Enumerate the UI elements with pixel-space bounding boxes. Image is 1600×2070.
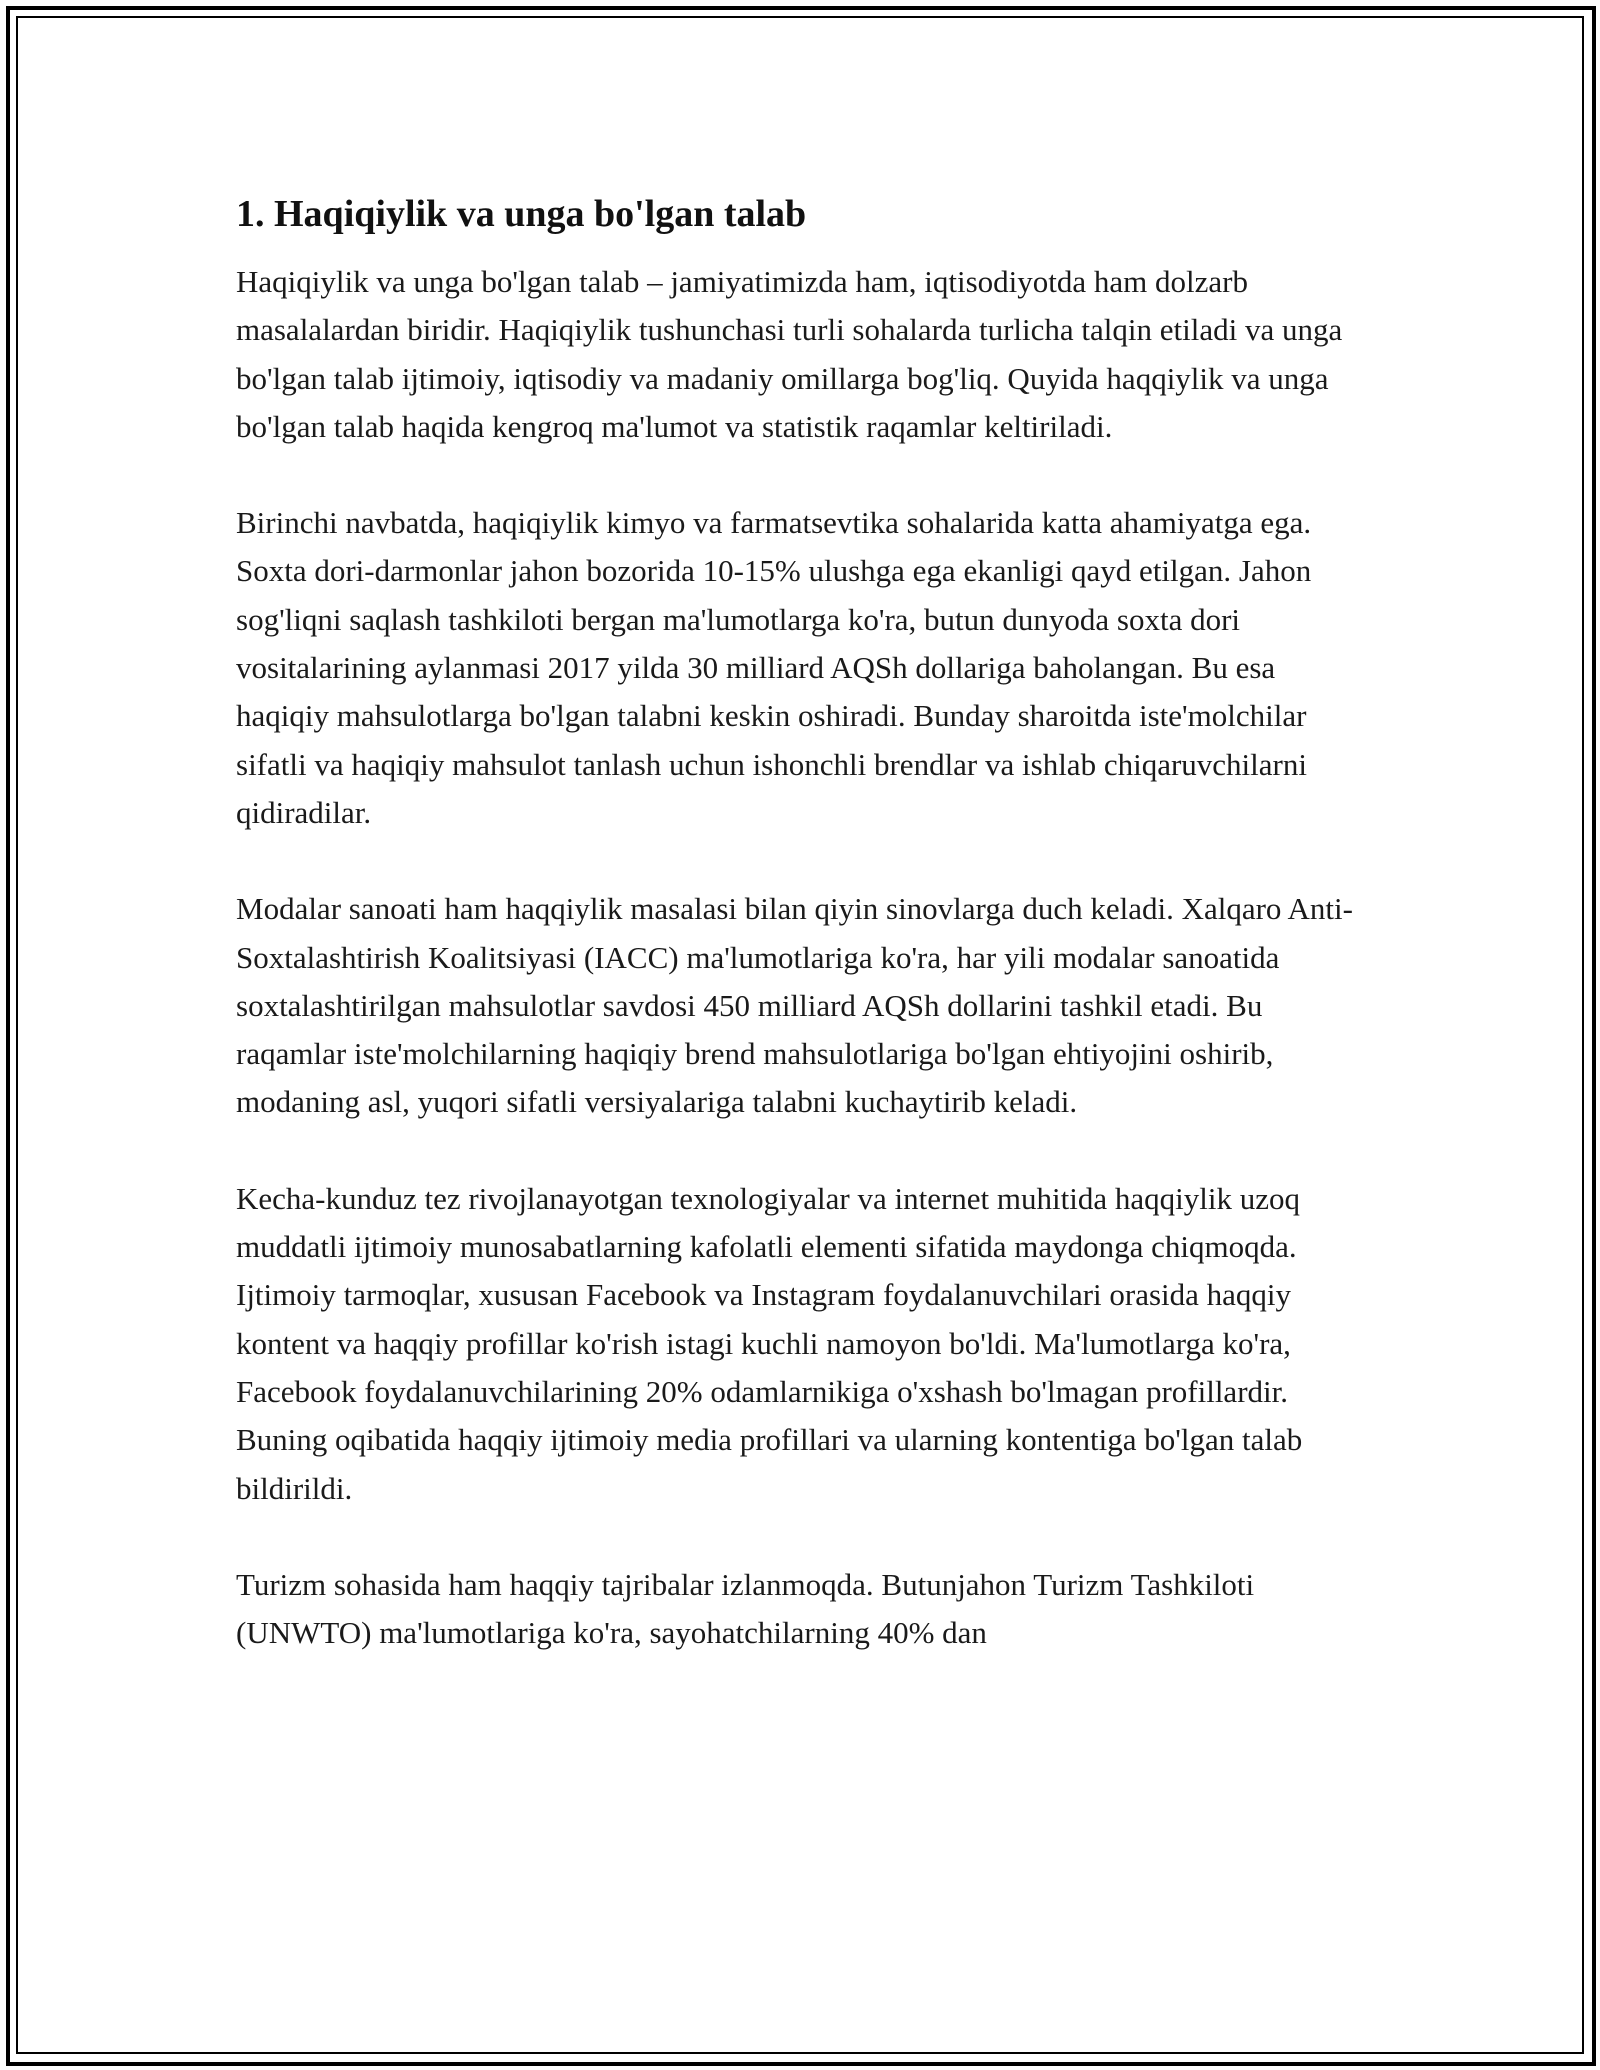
document-body xyxy=(236,188,1366,1705)
paragraph-tourism: Turizm sohasida ham haqqiy tajribalar izlanmoqda. Butunjahon Turizm Tashkiloti (UNWTO) ma'lumotlariga ko'ra, sayohatchilarning 40% dan xyxy=(236,1566,1255,1651)
paragraph-pharma: Birinchi navbatda, haqiqiylik kimyo va farmatsevtika sohalarida katta ahamiyatga ega. Soxta dori-darmonlar jahon bozorida 10-15% ulushga ega ekanligi qayd etilgan. Jahon sog'liqni saqlash tashkiloti bergan ma'lumotlarga ko'ra, butun dunyoda soxta dori vositalarining aylanmasi 2017 yilda 30 milliard AQSh dollariga baholangan. Bu esa haqiqiy mahsulotlarga bo'lgan talabni keskin oshiradi. Bunday sharoitda iste'molchilar sifatli va haqiqiy mahsulot tanlash uchun ishonchli brendlar va ishlab chiqaruvchilarni qidiradilar. xyxy=(236,505,1312,830)
paragraph-social-media: Kecha-kunduz tez rivojlanayotgan texnologiyalar va internet muhitida haqqiylik uzoq muddatli ijtimoiy munosabatlarning kafolatli elementi sifatida maydonga chiqmoqda. Ijtimoiy tarmoqlar, xususan Facebook va Instagram foydalanuvchilari orasida haqqiy kontent va haqqiy profillar ko'rish istagi kuchli namoyon bo'ldi. Ma'lumotlarga ko'ra, Facebook foydalanuvchilarining 20% odamlarnikiga o'xshash bo'lmagan profillardir. Buning oqibatida haqqiy ijtimoiy media profillari va ularning kontentiga bo'lgan talab bildirildi. xyxy=(236,1180,1303,1506)
section-heading: 1. Haqiqiylik va unga bo'lgan talab xyxy=(236,193,807,235)
paragraph-intro: Haqiqiylik va unga bo'lgan talab – jamiyatimizda ham, iqtisodiyotda ham dolzarb masalalardan biridir. Haqiqiylik tushunchasi turli sohalarda turlicha talqin etiladi va unga bo'lgan talab ijtimoiy, iqtisodiy va madaniy omillarga bog'liq. Quyida haqqiylik va unga bo'lgan talab haqida kengroq ma'lumot va statistik raqamlar keltiriladi. xyxy=(236,264,1343,444)
paragraph-fashion: Modalar sanoati ham haqqiylik masalasi bilan qiyin sinovlarga duch keladi. Xalqaro Anti-Soxtalashtirish Koalitsiyasi (IACC) ma'lumotlariga ko'ra, har yili modalar sanoatida soxtalashtirilgan mahsulotlar savdosi 450 milliard AQSh dollarini tashkil etadi. Bu raqamlar iste'molchilarning haqiqiy brend mahsulotlariga bo'lgan ehtiyojini oshirib, modaning asl, yuqori sifatli versiyalariga talabni kuchaytirib keladi. xyxy=(236,891,1353,1120)
